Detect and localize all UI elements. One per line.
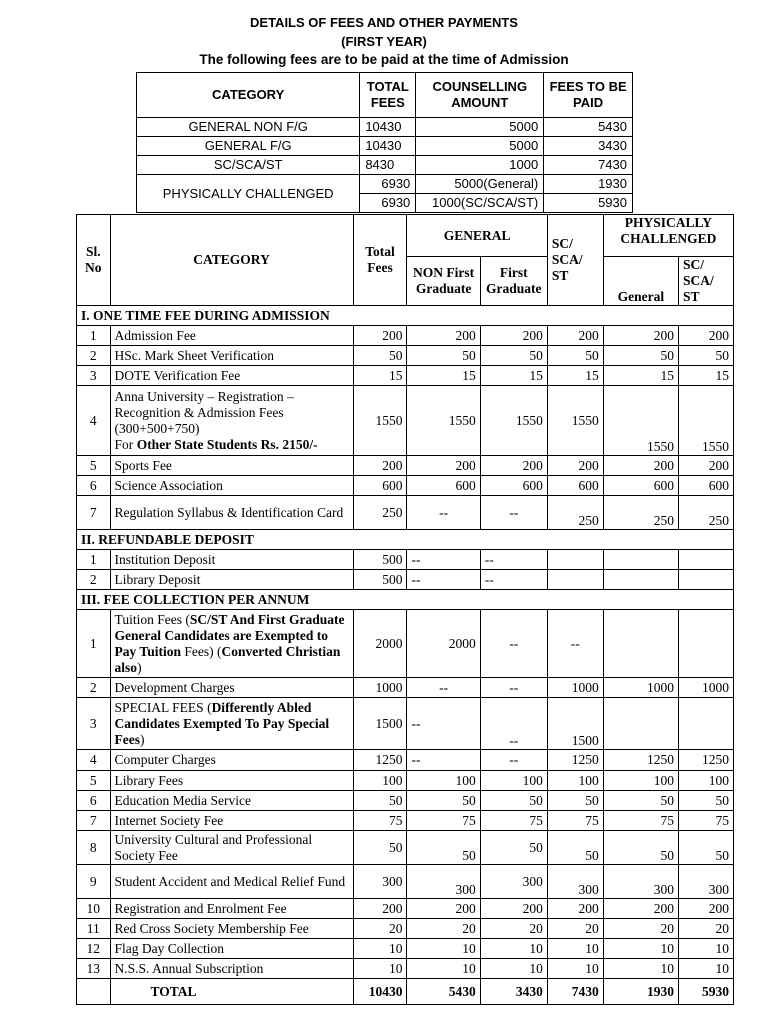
row-pc-sc: 75 bbox=[679, 811, 734, 831]
table-row bbox=[77, 698, 734, 750]
row-number: 3 bbox=[77, 366, 111, 386]
row-pc-general: 200 bbox=[603, 899, 678, 919]
row-first-graduate: 200 bbox=[480, 456, 547, 476]
row-number: 1 bbox=[77, 610, 111, 678]
row-total: 250 bbox=[353, 496, 407, 530]
row-pc-general: 75 bbox=[603, 811, 678, 831]
row-non-first-graduate: 100 bbox=[407, 771, 480, 791]
row-pc-sc bbox=[679, 570, 734, 590]
row-number: 2 bbox=[77, 570, 111, 590]
table-row bbox=[77, 959, 734, 979]
row-sc: 50 bbox=[547, 346, 603, 366]
row-first-graduate: 100 bbox=[480, 771, 547, 791]
row-pc-general: 20 bbox=[603, 919, 678, 939]
row-non-first-graduate: -- bbox=[407, 550, 480, 570]
row-pc-sc: 250 bbox=[679, 496, 734, 530]
fees-table bbox=[76, 214, 734, 1005]
row-total: 75 bbox=[353, 811, 407, 831]
row-pc-general: 1250 bbox=[603, 750, 678, 771]
table-row bbox=[77, 456, 734, 476]
row-number: 4 bbox=[77, 750, 111, 771]
row-first-graduate: 50 bbox=[480, 791, 547, 811]
summary-category: SC/SCA/ST bbox=[137, 156, 360, 175]
row-number: 6 bbox=[77, 476, 111, 496]
row-category: Development Charges bbox=[110, 678, 353, 698]
table-row bbox=[77, 791, 734, 811]
summary-to-pay: 5430 bbox=[544, 118, 633, 137]
total-fees: 10430 bbox=[353, 979, 407, 1005]
row-number: 4 bbox=[77, 386, 111, 456]
summary-counselling: 5000 bbox=[416, 137, 544, 156]
row-sc: 10 bbox=[547, 959, 603, 979]
table-row bbox=[77, 939, 734, 959]
row-total: 50 bbox=[353, 831, 407, 865]
row-total: 1000 bbox=[353, 678, 407, 698]
row-first-graduate: -- bbox=[480, 698, 547, 750]
admission-note: The following fees are to be paid at the time of Admission bbox=[199, 52, 569, 67]
fees-header-row bbox=[77, 215, 734, 257]
row-sc: 10 bbox=[547, 939, 603, 959]
row-non-first-graduate: -- bbox=[407, 678, 480, 698]
header-pc-general: General bbox=[603, 257, 678, 306]
row-total: 600 bbox=[353, 476, 407, 496]
row-non-first-graduate: 15 bbox=[407, 366, 480, 386]
special-prefix: SPECIAL FEES ( bbox=[114, 699, 212, 715]
row-sc: 200 bbox=[547, 326, 603, 346]
table-row bbox=[77, 476, 734, 496]
summary-to-pay: 5930 bbox=[544, 194, 633, 213]
row-pc-general bbox=[603, 570, 678, 590]
row-pc-general: 50 bbox=[603, 831, 678, 865]
row-first-graduate: 300 bbox=[480, 865, 547, 899]
row-pc-general: 1000 bbox=[603, 678, 678, 698]
row-number: 11 bbox=[77, 919, 111, 939]
row-category: Registration and Enrolment Fee bbox=[110, 899, 353, 919]
special-exemption-note: Differently Abled Candidates Exempted To Pay Special Fees bbox=[114, 699, 330, 747]
row-non-first-graduate: 75 bbox=[407, 811, 480, 831]
table-row bbox=[77, 919, 734, 939]
row-pc-sc: 200 bbox=[679, 899, 734, 919]
row-category: Student Accident and Medical Relief Fund bbox=[110, 865, 353, 899]
row-pc-sc: 100 bbox=[679, 771, 734, 791]
table-row bbox=[77, 865, 734, 899]
section-heading bbox=[77, 306, 734, 326]
row-pc-sc: 15 bbox=[679, 366, 734, 386]
row-sc: 1550 bbox=[547, 386, 603, 456]
row-sc: 200 bbox=[547, 456, 603, 476]
section-title: I. ONE TIME FEE DURING ADMISSION bbox=[77, 306, 734, 326]
header-slno: Sl. No bbox=[77, 215, 111, 306]
row-number: 1 bbox=[77, 326, 111, 346]
row-first-graduate: -- bbox=[480, 550, 547, 570]
row-sc: 75 bbox=[547, 811, 603, 831]
row-non-first-graduate: 10 bbox=[407, 939, 480, 959]
total-first-graduate: 3430 bbox=[480, 979, 547, 1005]
row-category: Library Fees bbox=[110, 771, 353, 791]
row-total: 200 bbox=[353, 326, 407, 346]
row-category: University Cultural and Professional Society Fee bbox=[110, 831, 353, 865]
row-pc-sc: 50 bbox=[679, 831, 734, 865]
row-sc: 200 bbox=[547, 899, 603, 919]
header-non-first-graduate: NON First Graduate bbox=[407, 257, 480, 306]
summary-to-pay: 7430 bbox=[544, 156, 633, 175]
row-category: Red Cross Society Membership Fee bbox=[110, 919, 353, 939]
row-pc-general: 10 bbox=[603, 959, 678, 979]
row-total: 2000 bbox=[353, 610, 407, 678]
row-non-first-graduate: 50 bbox=[407, 791, 480, 811]
row-non-first-graduate: 200 bbox=[407, 326, 480, 346]
row-first-graduate: -- bbox=[480, 496, 547, 530]
row-total: 1550 bbox=[353, 386, 407, 456]
row-sc: 250 bbox=[547, 496, 603, 530]
row-total: 15 bbox=[353, 366, 407, 386]
row-pc-general: 250 bbox=[603, 496, 678, 530]
row-first-graduate: 200 bbox=[480, 899, 547, 919]
table-row bbox=[77, 771, 734, 791]
row-pc-general: 10 bbox=[603, 939, 678, 959]
row-total: 10 bbox=[353, 959, 407, 979]
row-pc-sc bbox=[679, 610, 734, 678]
row-pc-sc: 50 bbox=[679, 346, 734, 366]
tuition-exemption-note: SC/ST And First Graduate General Candidates are Exempted to Pay Tuition bbox=[114, 611, 345, 659]
row-pc-general bbox=[603, 550, 678, 570]
table-row bbox=[77, 550, 734, 570]
header-first-graduate: First Graduate bbox=[480, 257, 547, 306]
summary-row bbox=[137, 175, 633, 194]
row-first-graduate: 200 bbox=[480, 326, 547, 346]
row-category: HSc. Mark Sheet Verification bbox=[110, 346, 353, 366]
row-total: 100 bbox=[353, 771, 407, 791]
row-total: 500 bbox=[353, 570, 407, 590]
row-pc-general: 15 bbox=[603, 366, 678, 386]
summary-total: 6930 bbox=[360, 175, 416, 194]
summary-header-counselling: COUNSELLING AMOUNT bbox=[416, 73, 544, 118]
summary-header-category: CATEGORY bbox=[137, 73, 360, 118]
table-row bbox=[77, 678, 734, 698]
row-pc-general bbox=[603, 610, 678, 678]
table-row bbox=[77, 831, 734, 865]
row-pc-sc: 1550 bbox=[679, 386, 734, 456]
summary-to-pay: 3430 bbox=[544, 137, 633, 156]
row-non-first-graduate: -- bbox=[407, 750, 480, 771]
summary-row bbox=[137, 156, 633, 175]
page-header bbox=[0, 14, 768, 70]
row-sc: 100 bbox=[547, 771, 603, 791]
row-total: 200 bbox=[353, 456, 407, 476]
table-row bbox=[77, 346, 734, 366]
row-number: 2 bbox=[77, 678, 111, 698]
row-number: 3 bbox=[77, 698, 111, 750]
row-number: 13 bbox=[77, 959, 111, 979]
total-pc-sc: 5930 bbox=[679, 979, 734, 1005]
summary-table bbox=[136, 72, 633, 213]
row-non-first-graduate: 600 bbox=[407, 476, 480, 496]
tuition-mid: Fees) ( bbox=[180, 643, 222, 659]
row-number: 2 bbox=[77, 346, 111, 366]
row-non-first-graduate: 10 bbox=[407, 959, 480, 979]
row-total: 500 bbox=[353, 550, 407, 570]
row-pc-general: 50 bbox=[603, 346, 678, 366]
row-category bbox=[110, 698, 353, 750]
summary-category: GENERAL F/G bbox=[137, 137, 360, 156]
tuition-christian-note: Converted Christian also bbox=[114, 643, 341, 675]
summary-row bbox=[137, 118, 633, 137]
row-category: Institution Deposit bbox=[110, 550, 353, 570]
row-sc: 20 bbox=[547, 919, 603, 939]
row-pc-general bbox=[603, 698, 678, 750]
row-non-first-graduate: -- bbox=[407, 698, 480, 750]
row-sc: 1000 bbox=[547, 678, 603, 698]
table-row bbox=[77, 366, 734, 386]
row-total: 20 bbox=[353, 919, 407, 939]
row-total: 300 bbox=[353, 865, 407, 899]
section-heading bbox=[77, 590, 734, 610]
table-row bbox=[77, 811, 734, 831]
row-pc-general: 50 bbox=[603, 791, 678, 811]
row-total: 50 bbox=[353, 346, 407, 366]
row-first-graduate: 10 bbox=[480, 939, 547, 959]
row-total: 200 bbox=[353, 899, 407, 919]
row-non-first-graduate: 300 bbox=[407, 865, 480, 899]
row-category: Admission Fee bbox=[110, 326, 353, 346]
row-non-first-graduate: 50 bbox=[407, 831, 480, 865]
summary-header-row bbox=[137, 73, 633, 118]
row-non-first-graduate: -- bbox=[407, 570, 480, 590]
row-sc: 1500 bbox=[547, 698, 603, 750]
summary-total: 6930 bbox=[360, 194, 416, 213]
row-first-graduate: 10 bbox=[480, 959, 547, 979]
table-row bbox=[77, 326, 734, 346]
row-category-note-prefix: For bbox=[114, 436, 137, 452]
row-number: 5 bbox=[77, 771, 111, 791]
row-first-graduate: -- bbox=[480, 570, 547, 590]
row-total: 1250 bbox=[353, 750, 407, 771]
summary-category: GENERAL NON F/G bbox=[137, 118, 360, 137]
summary-category-pc: PHYSICALLY CHALLENGED bbox=[137, 175, 360, 213]
row-total: 1500 bbox=[353, 698, 407, 750]
row-pc-sc: 200 bbox=[679, 456, 734, 476]
row-pc-general: 200 bbox=[603, 456, 678, 476]
row-category: Flag Day Collection bbox=[110, 939, 353, 959]
row-pc-sc: 10 bbox=[679, 959, 734, 979]
total-row bbox=[77, 979, 734, 1005]
row-non-first-graduate: -- bbox=[407, 496, 480, 530]
row-category-text: Anna University – Registration – Recognition & Admission Fees (300+500+750) bbox=[114, 388, 294, 436]
header-general: GENERAL bbox=[407, 215, 547, 257]
row-first-graduate: -- bbox=[480, 678, 547, 698]
row-number: 7 bbox=[77, 496, 111, 530]
document-subtitle: (FIRST YEAR) bbox=[341, 33, 427, 49]
row-non-first-graduate: 20 bbox=[407, 919, 480, 939]
row-pc-sc: 1250 bbox=[679, 750, 734, 771]
total-label: TOTAL bbox=[110, 979, 353, 1005]
summary-to-pay: 1930 bbox=[544, 175, 633, 194]
row-first-graduate: -- bbox=[480, 610, 547, 678]
row-category: DOTE Verification Fee bbox=[110, 366, 353, 386]
row-category: Education Media Service bbox=[110, 791, 353, 811]
summary-counselling: 1000(SC/SCA/ST) bbox=[416, 194, 544, 213]
row-first-graduate: 20 bbox=[480, 919, 547, 939]
row-number: 7 bbox=[77, 811, 111, 831]
row-pc-general: 1550 bbox=[603, 386, 678, 456]
row-first-graduate: 75 bbox=[480, 811, 547, 831]
section-title: II. REFUNDABLE DEPOSIT bbox=[77, 530, 734, 550]
row-non-first-graduate: 50 bbox=[407, 346, 480, 366]
row-category bbox=[110, 610, 353, 678]
row-first-graduate: 600 bbox=[480, 476, 547, 496]
table-row bbox=[77, 496, 734, 530]
row-number: 6 bbox=[77, 791, 111, 811]
tuition-prefix: Tuition Fees ( bbox=[114, 611, 190, 627]
row-pc-sc: 1000 bbox=[679, 678, 734, 698]
row-number: 5 bbox=[77, 456, 111, 476]
row-sc: 15 bbox=[547, 366, 603, 386]
table-row bbox=[77, 386, 734, 456]
row-sc: -- bbox=[547, 610, 603, 678]
row-first-graduate: 15 bbox=[480, 366, 547, 386]
header-total-fees: Total Fees bbox=[353, 215, 407, 306]
row-sc: 1250 bbox=[547, 750, 603, 771]
summary-counselling: 1000 bbox=[416, 156, 544, 175]
total-pc-general: 1930 bbox=[603, 979, 678, 1005]
row-number: 12 bbox=[77, 939, 111, 959]
header-sc-sca-st: SC/ SCA/ ST bbox=[547, 215, 603, 306]
row-pc-sc: 600 bbox=[679, 476, 734, 496]
row-first-graduate: 1550 bbox=[480, 386, 547, 456]
row-non-first-graduate: 200 bbox=[407, 456, 480, 476]
row-category bbox=[110, 386, 353, 456]
header-physically-challenged: PHYSICALLY CHALLENGED bbox=[603, 215, 733, 257]
section-title: III. FEE COLLECTION PER ANNUM bbox=[77, 590, 734, 610]
row-pc-sc: 50 bbox=[679, 791, 734, 811]
summary-row bbox=[137, 137, 633, 156]
row-sc bbox=[547, 550, 603, 570]
row-number: 9 bbox=[77, 865, 111, 899]
total-non-first-graduate: 5430 bbox=[407, 979, 480, 1005]
row-pc-sc: 20 bbox=[679, 919, 734, 939]
row-number: 1 bbox=[77, 550, 111, 570]
row-non-first-graduate: 2000 bbox=[407, 610, 480, 678]
row-category: Computer Charges bbox=[110, 750, 353, 771]
row-pc-general: 600 bbox=[603, 476, 678, 496]
special-suffix: ) bbox=[140, 731, 145, 747]
row-sc: 50 bbox=[547, 791, 603, 811]
total-sc: 7430 bbox=[547, 979, 603, 1005]
document-title: DETAILS OF FEES AND OTHER PAYMENTS bbox=[250, 15, 518, 30]
table-row bbox=[77, 610, 734, 678]
row-category: Sports Fee bbox=[110, 456, 353, 476]
tuition-suffix: ) bbox=[137, 659, 142, 675]
row-first-graduate: -- bbox=[480, 750, 547, 771]
row-category: Regulation Syllabus & Identification Card bbox=[110, 496, 353, 530]
summary-total: 10430 bbox=[360, 137, 416, 156]
row-sc: 600 bbox=[547, 476, 603, 496]
row-category-note: Other State Students Rs. 2150/- bbox=[136, 436, 318, 452]
summary-total: 10430 bbox=[360, 118, 416, 137]
row-pc-general: 100 bbox=[603, 771, 678, 791]
row-sc: 300 bbox=[547, 865, 603, 899]
row-non-first-graduate: 1550 bbox=[407, 386, 480, 456]
row-sc: 50 bbox=[547, 831, 603, 865]
row-category: Science Association bbox=[110, 476, 353, 496]
row-first-graduate: 50 bbox=[480, 831, 547, 865]
row-number: 10 bbox=[77, 899, 111, 919]
row-category: N.S.S. Annual Subscription bbox=[110, 959, 353, 979]
section-heading bbox=[77, 530, 734, 550]
row-non-first-graduate: 200 bbox=[407, 899, 480, 919]
row-pc-sc bbox=[679, 698, 734, 750]
summary-counselling: 5000(General) bbox=[416, 175, 544, 194]
row-category: Library Deposit bbox=[110, 570, 353, 590]
header-pc-sc: SC/ SCA/ ST bbox=[679, 257, 734, 306]
summary-header-total: TOTAL FEES bbox=[360, 73, 416, 118]
table-row bbox=[77, 570, 734, 590]
row-pc-sc bbox=[679, 550, 734, 570]
table-row bbox=[77, 750, 734, 771]
summary-header-to-pay: FEES TO BE PAID bbox=[544, 73, 633, 118]
row-pc-general: 200 bbox=[603, 326, 678, 346]
total-row-blank bbox=[77, 979, 111, 1005]
row-first-graduate: 50 bbox=[480, 346, 547, 366]
row-category: Internet Society Fee bbox=[110, 811, 353, 831]
row-pc-general: 300 bbox=[603, 865, 678, 899]
row-sc bbox=[547, 570, 603, 590]
header-category: CATEGORY bbox=[110, 215, 353, 306]
row-total: 50 bbox=[353, 791, 407, 811]
table-row bbox=[77, 899, 734, 919]
row-total: 10 bbox=[353, 939, 407, 959]
row-pc-sc: 300 bbox=[679, 865, 734, 899]
summary-total: 8430 bbox=[360, 156, 416, 175]
row-pc-sc: 200 bbox=[679, 326, 734, 346]
row-pc-sc: 10 bbox=[679, 939, 734, 959]
row-number: 8 bbox=[77, 831, 111, 865]
summary-counselling: 5000 bbox=[416, 118, 544, 137]
